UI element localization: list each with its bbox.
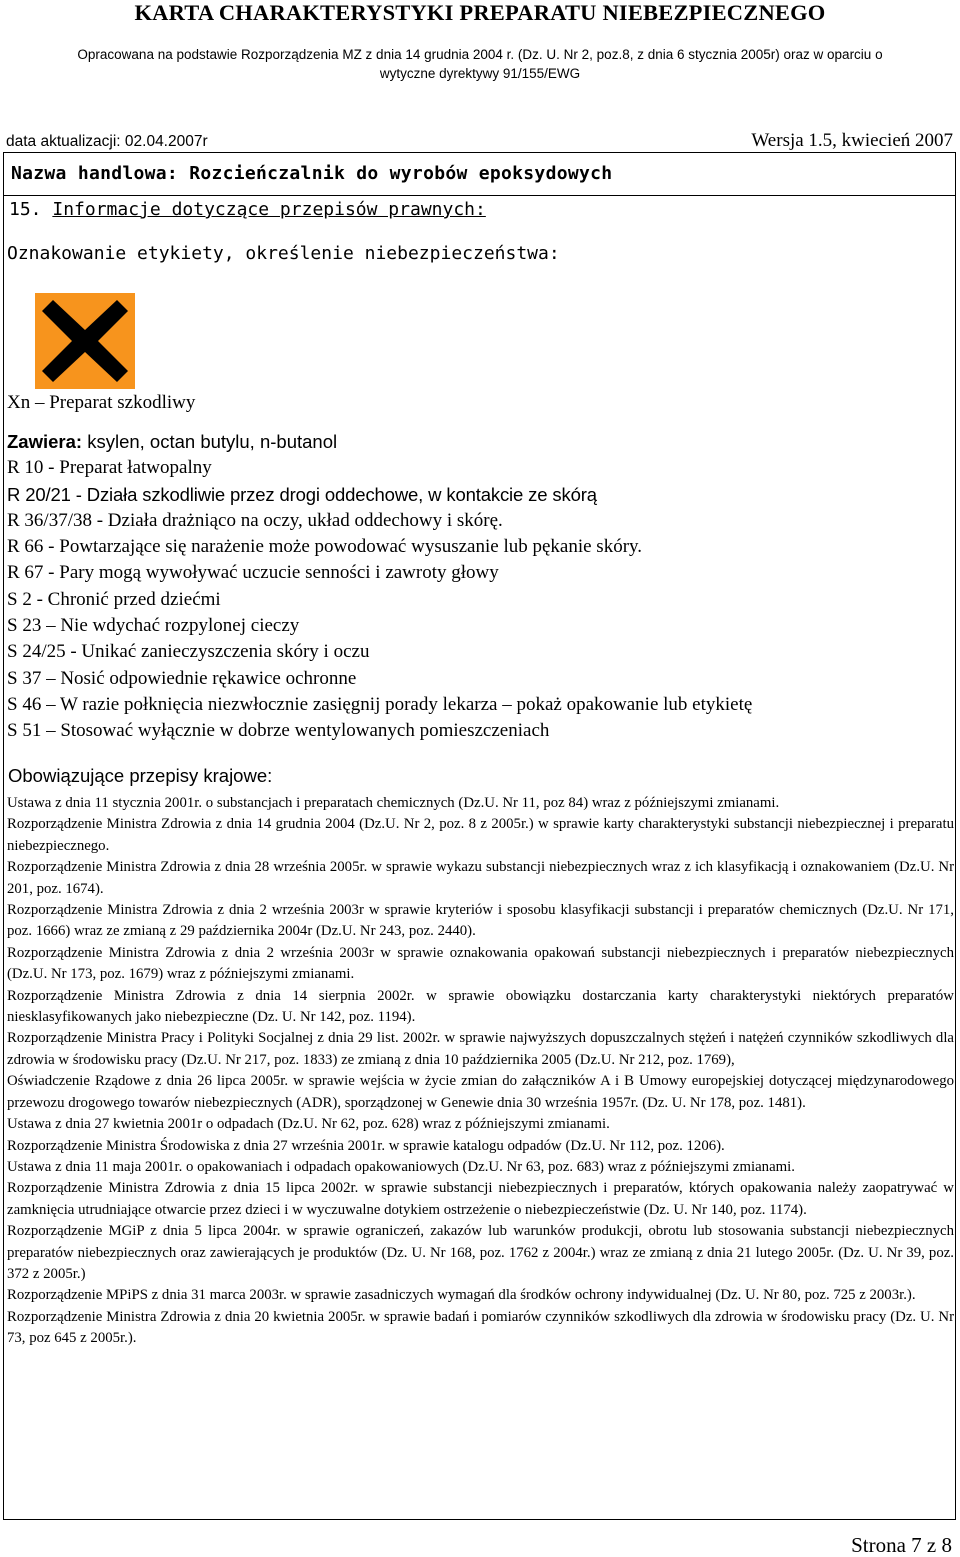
phrase-item: S 23 – Nie wdychać rozpylonej cieczy (7, 615, 300, 637)
document-title: KARTA CHARAKTERYSTYKI PREPARATU NIEBEZPIECZNEGO (134, 0, 826, 25)
regulation-item: Rozporządzenie Ministra Zdrowia z dnia 2 września 2003r w sprawie oznakowania opakowań substancji niebezpiecznych i preparatów niebezpiecznych (Dz.U. Nr 173, poz. 1679) wraz z późniejszymi zmianami. (7, 944, 954, 983)
regulation-item: Rozporządzenie Ministra Zdrowia z dnia 14 sierpnia 2002r. w sprawie obowiązku dostarczania karty charakterystyki niektórych preparatów niesklasyfikowanych jako niebezpieczne (Dz. U. Nr 142, poz. 1194). (7, 987, 954, 1026)
subtitle-line-1: Opracowana na podstawie Rozporządzenia MZ z dnia 14 grudnia 2004 r. (Dz. U. Nr 2, poz.8, z dnia 6 stycznia 2005r) oraz w oparciu o (77, 47, 883, 62)
section-number: 15. (9, 199, 42, 220)
page-number: Strona 7 z 8 (851, 1533, 952, 1557)
regulation-item: Rozporządzenie Ministra Zdrowia z dnia 15 lipca 2002r. w sprawie substancji niebezpiecznych i preparatów, których opakowania należy zaopatrywać w zamknięcia utrudniające otwarcie przez dzieci i w wyczuwalne dotykiem ostrzeżenie o niebezpieczeństwie (Dz. U. Nr 140, poz. 1174). (7, 1180, 954, 1218)
regulation-item: Rozporządzenie MGiP z dnia 5 lipca 2004r. w sprawie ograniczeń, zakazów lub warunków produkcji, obrotu lub stosowania substancji niebezpiecznych preparatów niebezpiecznych oraz zawierających je produktów (Dz. U. Nr 168, poz. 1762 z 2004r.) wraz ze zmianą z dnia 21 lutego 2005r. (Dz. U. Nr 39, poz. 372 z 2005r.) (7, 1223, 954, 1282)
regulation-item: Rozporządzenie Ministra Zdrowia z dnia 28 września 2005r. w sprawie wykazu substancji niebezpiecznych wraz z ich klasyfikacją i oznakowaniem (Dz.U. Nr 201, poz. 1674). (7, 859, 954, 897)
update-date: data aktualizacji: 02.04.2007r (6, 133, 208, 150)
phrase-item: R 67 - Pary mogą wywoływać uczucie senności i zawroty głowy (7, 562, 499, 584)
contains-line (7, 429, 952, 455)
section-heading (9, 199, 486, 221)
regulation-item: Ustawa z dnia 27 kwietnia 2001r o odpadach (Dz.U. Nr 62, poz. 628) wraz z późniejszymi zmianami. (7, 1116, 610, 1133)
phrase-item: R 20/21 - Działa szkodliwie przez drogi oddechowe, w kontakcie ze skórą (7, 483, 597, 505)
contains-value: ksylen, octan butylu, n-butanol (82, 431, 338, 452)
trade-name: Nazwa handlowa: Rozcieńczalnik do wyrobów epoksydowych (11, 163, 613, 184)
content-frame (3, 152, 956, 1520)
regulation-item: Rozporządzenie MPiPS z dnia 31 marca 2003r. w sprawie zasadniczych wymagań dla środków ochrony indywidualnej (Dz. U. Nr 80, poz. 725 z 2003r.). (7, 1287, 916, 1304)
labeling-heading: Oznakowanie etykiety, określenie niebezpieczeństwa: (7, 243, 560, 264)
phrase-item: S 46 – W razie połknięcia niezwłocznie zasięgnij porady lekarza – pokaż opakowanie lub etykietę (7, 693, 753, 715)
version-info: Wersja 1.5, kwiecień 2007 (751, 130, 953, 151)
contains-label: Zawiera: (7, 431, 83, 452)
phrase-item: S 24/25 - Unikać zanieczyszczenia skóry i oczu (7, 641, 370, 663)
regulation-item: Rozporządzenie Ministra Zdrowia z dnia 14 grudnia 2004 (Dz.U. Nr 2, poz. 8 z 2005r.) w sprawie karty charakterystyki substancji niebezpiecznej i preparatu niebezpiecznego. (7, 816, 954, 854)
phrase-item: R 66 - Powtarzające się narażenie może powodować wysuszanie lub pękanie skóry. (7, 536, 643, 558)
phrase-item: S 51 – Stosować wyłącznie w dobrze wentylowanych pomieszczeniach (7, 720, 550, 742)
hazard-classification: Xn – Preparat szkodliwy (7, 392, 196, 413)
regulations-list (7, 793, 954, 1350)
regulation-item: Ustawa z dnia 11 maja 2001r. o opakowaniach i odpadach opakowaniowych (Dz.U. Nr 63, poz. 683) wraz z późniejszymi zmianami. (7, 1158, 795, 1175)
trade-name-row (4, 153, 955, 196)
phrase-item: S 37 – Nosić odpowiednie rękawice ochronne (7, 667, 357, 689)
regulation-item: Rozporządzenie Ministra Zdrowia z dnia 20 kwietnia 2005r. w sprawie badań i pomiarów czynników szkodliwych dla zdrowia w środowisku pracy (Dz. U. Nr 73, poz 645 z 2005r.). (7, 1308, 954, 1347)
section-title: Informacje dotyczące przepisów prawnych: (52, 199, 486, 220)
document-subtitle (0, 45, 960, 83)
regulations-heading: Obowiązujące przepisy krajowe: (8, 765, 273, 786)
subtitle-line-2: wytyczne dyrektywy 91/155/EWG (379, 66, 581, 81)
regulation-item: Rozporządzenie Ministra Środowiska z dnia 27 września 2001r. w sprawie katalogu odpadów (Dz.U. Nr 112, poz. 1206). (7, 1137, 725, 1154)
regulation-item: Rozporządzenie Ministra Pracy i Polityki Socjalnej z dnia 29 list. 2002r. w sprawie najwyższych dopuszczalnych stężeń i natężeń czynników szkodliwych dla zdrowia w środowisku pracy (Dz.U. Nr 217, poz. 1833) ze zmianą z dnia 10 października 2005 (Dz.U. Nr 212, poz. 1769), (7, 1030, 954, 1068)
phrase-item: S 2 - Chronić przed dziećmi (7, 588, 221, 610)
harmful-xn-cross-icon (35, 293, 135, 389)
hazard-phrases (7, 389, 952, 745)
phrase-item: R 36/37/38 - Działa drażniąco na oczy, układ oddechowy i skórę. (7, 509, 503, 531)
regulation-item: Oświadczenie Rządowe z dnia 26 lipca 2005r. w sprawie wejścia w życie zmian do załączników A i B Umowy europejskiej dotyczącej międzynarodowego przewozu drogowego towarów niebezpiecznych (ADR), sporządzonej w Genewie dnia 30 września 1957r. (Dz. U. Nr 178, poz. 1481). (7, 1073, 954, 1111)
regulation-item: Ustawa z dnia 11 stycznia 2001r. o substancjach i preparatach chemicznych (Dz.U. Nr 11, poz 84) wraz z późniejszymi zmianami. (7, 795, 780, 811)
regulation-item: Rozporządzenie Ministra Zdrowia z dnia 2 września 2003r w sprawie kryteriów i sposobu klasyfikacji substancji i preparatów chemicznych (Dz.U. Nr 171, poz. 1666) wraz ze zmianą z 29 października 2004r (Dz.U. Nr 243, poz. 2440). (7, 902, 954, 940)
phrase-item: R 10 - Preparat łatwopalny (7, 457, 212, 479)
